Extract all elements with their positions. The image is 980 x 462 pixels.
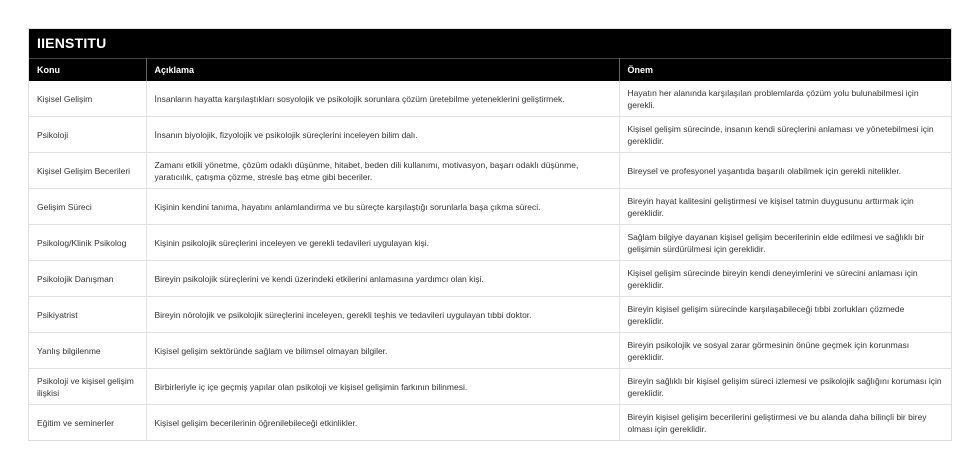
cell-aciklama: Kişisel gelişim becerilerinin öğrenilebileceği etkinlikler. <box>146 405 619 441</box>
cell-aciklama: Birbirleriyle iç içe geçmiş yapılar olan psikoloji ve kişisel gelişimin farkının bilinmesi. <box>146 369 619 405</box>
header-aciklama: Açıklama <box>146 59 619 82</box>
cell-onem: Hayatın her alanında karşılaşılan problemlarda çözüm yolu bulunabilmesi için gerekli. <box>627 87 919 110</box>
table-row <box>29 81 951 117</box>
cell-konu: Kişisel Gelişim <box>29 81 146 117</box>
table-row <box>29 261 951 297</box>
table-row <box>29 405 951 441</box>
table-row <box>29 153 951 189</box>
cell-onem: Bireyin kişisel gelişim becerilerini geliştirmesi ve bu alanda daha bilinçli bir birey olması için gereklidir. <box>619 405 951 441</box>
cell-onem: Sağlam bilgiye dayanan kişisel gelişim becerilerinin elde edilmesi ve sağlıklı bir gelişimin sürdürülmesi için gereklidir. <box>619 225 951 261</box>
cell-konu: Psikolojik Danışman <box>29 261 146 297</box>
brand-title: IIENSTITU <box>29 29 951 58</box>
cell-aciklama: Zamanı etkili yönetme, çözüm odaklı düşünme, hitabet, beden dili kullanımı, motivasyon, başarı odaklı düşünme, yaratıcılık, çatışma çözme, stresle baş etme gibi beceriler. <box>146 153 619 189</box>
cell-onem: Kişisel gelişim sürecinde bireyin kendi deneyimlerini ve sürecini anlaması için gereklidir. <box>619 261 951 297</box>
cell-konu: Gelişim Süreci <box>29 189 146 225</box>
cell-konu: Eğitim ve seminerler <box>29 405 146 441</box>
cell-aciklama: İnsanların hayatta karşılaştıkları sosyolojik ve psikolojik sorunlara çözüm üretebilme yeteneklerini geliştirmek. <box>146 81 619 117</box>
header-konu: Konu <box>29 59 146 82</box>
cell-onem: Bireyin sağlıklı bir kişisel gelişim süreci izlemesi ve psikolojik sağlığını koruması için gereklidir. <box>619 369 951 405</box>
cell-aciklama: Kişinin psikolojik süreçlerini inceleyen ve gerekli tedavileri uygulayan kişi. <box>146 225 619 261</box>
cell-aciklama: Bireyin nörolojik ve psikolojik süreçlerini inceleyen, gerekli teşhis ve tedavileri uygulayan tıbbi doktor. <box>146 297 619 333</box>
cell-onem: Bireyin kişisel gelişim sürecinde karşılaşabileceği tıbbi zorlukları çözmede gereklidir. <box>619 297 951 333</box>
cell-konu: Psikoloji <box>29 117 146 153</box>
table-row <box>29 117 951 153</box>
cell-aciklama: Bireyin psikolojik süreçlerini ve kendi üzerindeki etkilerini anlamasına yardımcı olan kişi. <box>146 261 619 297</box>
table-row <box>29 297 951 333</box>
cell-onem: Bireyin psikolojik ve sosyal zarar görmesinin önüne geçmek için korunması gereklidir. <box>619 333 951 369</box>
cell-konu: Kişisel Gelişim Becerileri <box>29 153 146 189</box>
cell-konu: Psikolog/Klinik Psikolog <box>29 225 146 261</box>
cell-konu: Psikiyatrist <box>29 297 146 333</box>
cell-aciklama: Kişinin kendini tanıma, hayatını anlamlandırma ve bu süreçte karşılaştığı sorunlarla başa çıkma süreci. <box>146 189 619 225</box>
cell-onem: Kişisel gelişim sürecinde, insanın kendi süreçlerini anlaması ve yönetebilmesi için gereklidir. <box>619 117 951 153</box>
cell-aciklama: Kişisel gelişim sektöründe sağlam ve bilimsel olmayan bilgiler. <box>146 333 619 369</box>
table-row <box>29 189 951 225</box>
table-container <box>28 28 952 441</box>
cell-konu: Yanlış bilgilenme <box>29 333 146 369</box>
info-table <box>29 58 951 440</box>
cell-aciklama: İnsanın biyolojik, fizyolojik ve psikolojik süreçlerini inceleyen bilim dalı. <box>146 117 619 153</box>
table-row <box>29 333 951 369</box>
cell-onem: Bireyin hayat kalitesini geliştirmesi ve kişisel tatmin duygusunu arttırmak için gereklidir. <box>619 189 951 225</box>
cell-onem: Bireysel ve profesyonel yaşantıda başarılı olabilmek için gerekli nitelikler. <box>619 153 951 189</box>
table-header-row <box>29 59 951 82</box>
table-row <box>29 369 951 405</box>
cell-konu: Psikoloji ve kişisel gelişim ilişkisi <box>29 369 146 405</box>
table-row <box>29 225 951 261</box>
header-onem: Önem <box>619 59 951 82</box>
